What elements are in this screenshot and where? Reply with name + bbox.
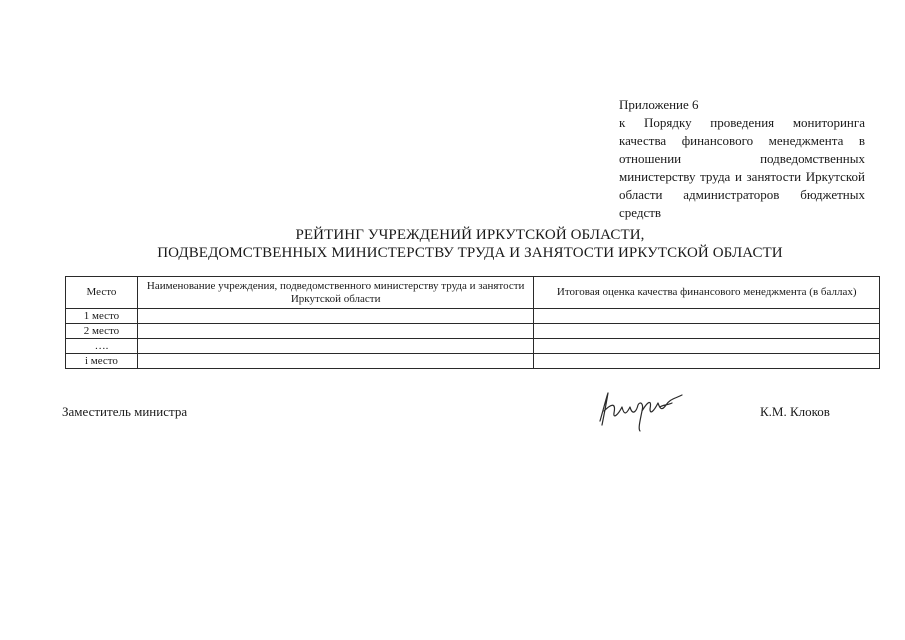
table-row [66,324,880,339]
row-institution-name [137,309,534,324]
row-institution-name [137,354,534,369]
signatory-role: Заместитель министра [62,404,188,419]
document-title [60,226,880,262]
document-title-line-1: РЕЙТИНГ УЧРЕЖДЕНИЙ ИРКУТСКОЙ ОБЛАСТИ, [295,227,645,243]
row-final-score [534,339,880,354]
rating-table [65,276,880,369]
row-final-score [534,324,880,339]
table-row [66,309,880,324]
row-place: …. [66,339,138,354]
header-institution-name: Наименование учреждения, подведомственного министерству труда и занятости Иркутской области [137,277,534,309]
signatory-name: К.М. Клоков [760,404,830,419]
table-row [66,339,880,354]
annex-body: к Порядку проведения мониторинга качества финансового менеджмента в отношении подведомственных министерству труда и занятости Иркутской области администраторов бюджетных средств [619,115,865,220]
annex-title: Приложение 6 [619,97,699,112]
header-final-score: Итоговая оценка качества финансового менеджмента (в баллах) [534,277,880,309]
table-header-row [66,277,880,309]
row-final-score [534,354,880,369]
row-place: i место [66,354,138,369]
row-place: 1 место [66,309,138,324]
row-place: 2 место [66,324,138,339]
handwritten-signature [590,385,700,435]
document-title-line-2: ПОДВЕДОМСТВЕННЫХ МИНИСТЕРСТВУ ТРУДА И ЗАНЯТОСТИ ИРКУТСКОЙ ОБЛАСТИ [157,245,783,261]
header-place: Место [66,277,138,309]
row-institution-name [137,324,534,339]
annex-note [619,96,865,222]
row-institution-name [137,339,534,354]
row-final-score [534,309,880,324]
table-row [66,354,880,369]
